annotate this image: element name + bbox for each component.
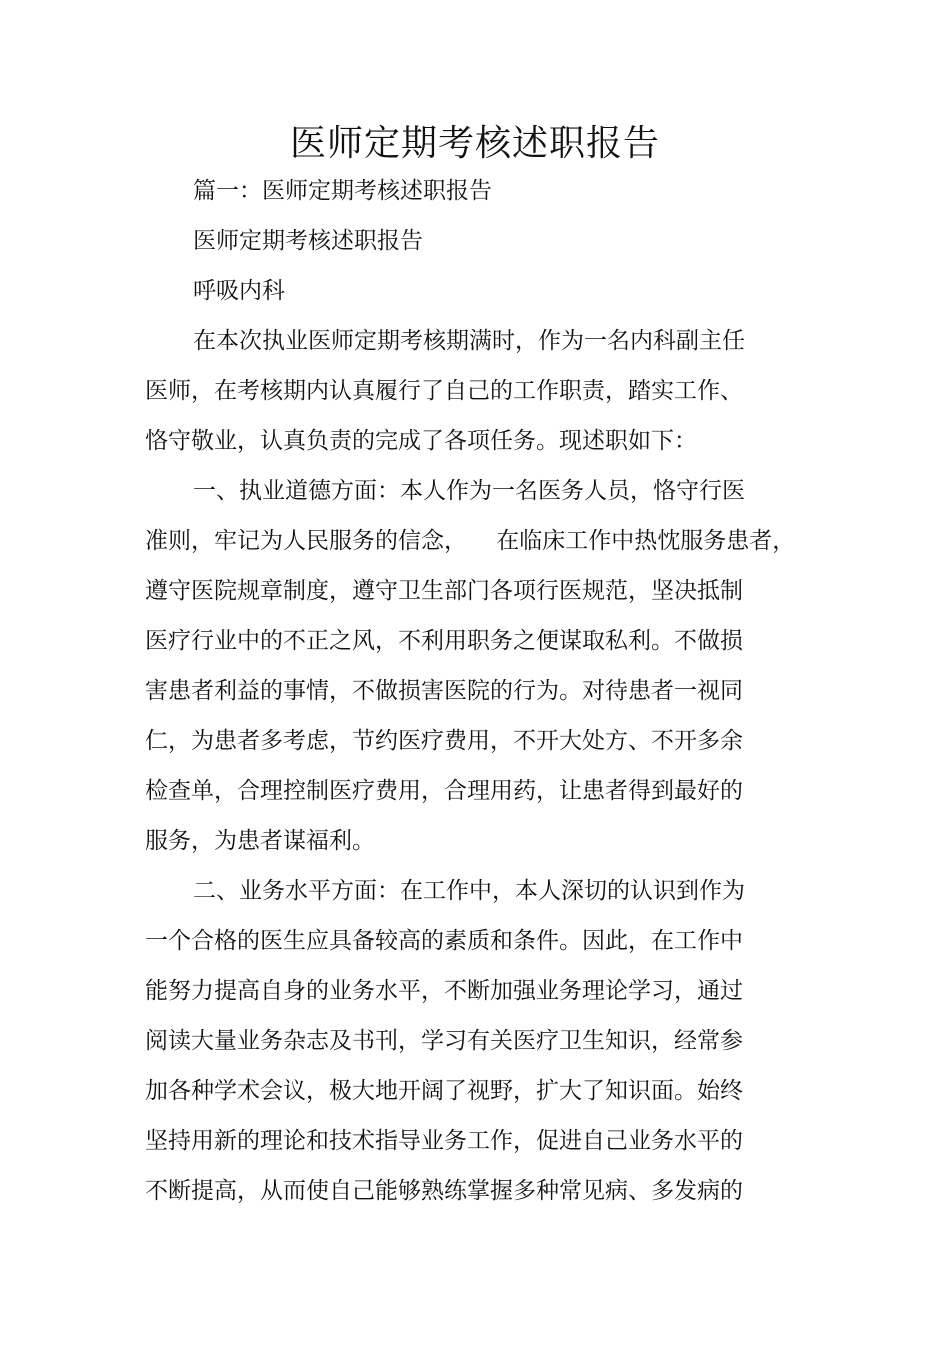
text-line: 阅读大量业务杂志及书刊，学习有关医疗卫生知识，经常参 — [145, 1028, 743, 1054]
text-line: 服务，为患者谋福利。 — [145, 828, 375, 854]
text-line: 在本次执业医师定期考核期满时，作为一名内科副主任 — [193, 328, 745, 354]
text-line: 仁，为患者多考虑，节约医疗费用，不开大处方、不开多余 — [145, 728, 743, 754]
text-line: 害患者利益的事情，不做损害医院的行为。对待患者一视同 — [145, 678, 743, 704]
text-line: 一、执业道德方面：本人作为一名医务人员，恪守行医 — [193, 478, 745, 504]
article-heading: 篇一：医师定期考核述职报告 — [193, 178, 492, 204]
text-line: 二、业务水平方面：在工作中，本人深切的认识到作为 — [193, 878, 745, 904]
text-line: 能努力提高自身的业务水平，不断加强业务理论学习，通过 — [145, 978, 743, 1004]
text-line: 加各种学术会议，极大地开阔了视野，扩大了知识面。始终 — [145, 1078, 743, 1104]
text-line: 检查单，合理控制医疗费用，合理用药，让患者得到最好的 — [145, 778, 743, 804]
text-line: 医疗行业中的不正之风，不利用职务之便谋取私利。不做损 — [145, 628, 743, 654]
text-line: 坚持用新的理论和技术指导业务工作，促进自己业务水平的 — [145, 1128, 743, 1154]
text-line: 医师，在考核期内认真履行了自己的工作职责，踏实工作、 — [145, 378, 743, 404]
document-title: 医师定期考核述职报告 — [289, 123, 660, 164]
text-line: 不断提高，从而使自己能够熟练掌握多种常见病、多发病的 — [145, 1178, 743, 1204]
report-heading: 医师定期考核述职报告 — [193, 228, 423, 254]
text-line: 一个合格的医生应具备较高的素质和条件。因此，在工作中 — [145, 928, 743, 954]
department-label: 呼吸内科 — [193, 278, 285, 304]
text-line: 恪守敬业，认真负责的完成了各项任务。现述职如下： — [145, 428, 697, 454]
text-line: 遵守医院规章制度，遵守卫生部门各项行医规范，坚决抵制 — [145, 578, 743, 604]
text-line: 准则，牢记为人民服务的信念， 在临床工作中热忱服务患者， — [145, 528, 796, 554]
